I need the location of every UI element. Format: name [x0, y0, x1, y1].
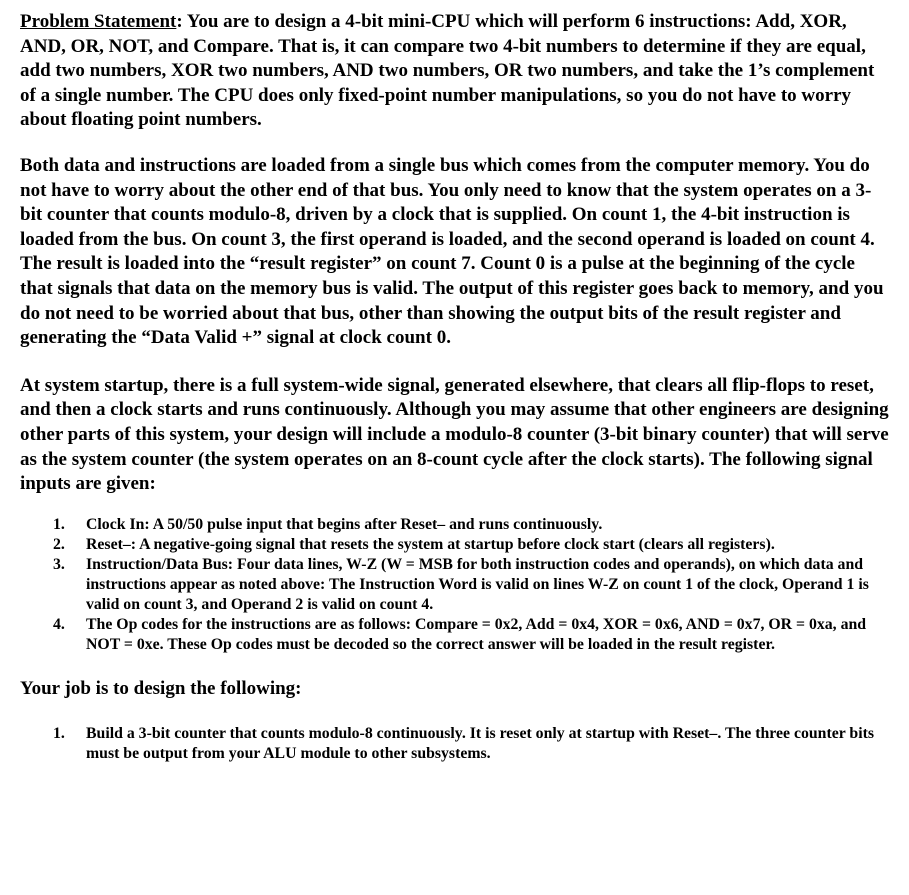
problem-statement-text: : You are to design a 4-bit mini-CPU which will perform 6 instructions: Add, XOR, AND, OR, NOT, and Compare. That is, it can compare two 4-bit numbers to determine if they are equal, add two numbers, XOR two numbers, AND two numbers, OR two numbers, and take the 1’s complement of a single number. The CPU does only fixed-point number manipulations, so you do not have to worry about floating point numbers. [20, 11, 875, 131]
tasks-list [20, 724, 892, 764]
job-heading: Your job is to design the following: [20, 677, 302, 699]
list-item-number: 3. [53, 555, 65, 573]
list-item [20, 515, 892, 535]
list-item-number: 4. [53, 615, 65, 633]
signal-inputs-list [20, 515, 892, 655]
problem-statement-paragraph [20, 10, 892, 133]
list-item [20, 555, 892, 615]
list-item [20, 724, 892, 764]
list-item-number: 2. [53, 535, 65, 553]
problem-statement-label: Problem Statement [20, 11, 177, 32]
list-item-number: 1. [53, 515, 65, 533]
list-item-text: Reset–: A negative-going signal that resets the system at startup before clock start (clears all registers). [86, 535, 775, 553]
startup-paragraph: At system startup, there is a full system-wide signal, generated elsewhere, that clears all flip-flops to reset, and then a clock starts and runs continuously. Although you may assume that other engineers are designing other parts of this system, your design will include a modulo-8 counter (3-bit binary counter) that will serve as the system counter (the system operates on an 8-count cycle after the clock starts). The following signal inputs are given: [20, 374, 889, 495]
list-item-text: Instruction/Data Bus: Four data lines, W-Z (W = MSB for both instruction codes and operands), on which data and instructions appear as noted above: The Instruction Word is valid on lines W-Z on count 1 of the clock, Operand 1 is valid on count 3, and Operand 2 is valid on count 4. [86, 555, 869, 613]
list-item [20, 535, 892, 555]
list-item [20, 615, 892, 655]
bus-description-paragraph: Both data and instructions are loaded from a single bus which comes from the computer memory. You do not have to worry about the other end of that bus. You only need to know that the system operates on a 3-bit counter that counts modulo-8, driven by a clock that is supplied. On count 1, the 4-bit instruction is loaded from the bus. On count 3, the first operand is loaded, and the second operand is loaded on count 4. The result is loaded into the “result register” on count 7. Count 0 is a pulse at the beginning of the cycle that signals that data on the memory bus is valid. The output of this register goes back to memory, and you do not need to be worried about that bus, other than showing the output bits of the result register and generating the “Data Valid +” signal at clock count 0. [20, 154, 884, 349]
list-item-text: Clock In: A 50/50 pulse input that begins after Reset– and runs continuously. [86, 515, 603, 533]
list-item-text: Build a 3-bit counter that counts modulo-8 continuously. It is reset only at startup with Reset–. The three counter bits must be output from your ALU module to other subsystems. [86, 724, 874, 762]
document-page [20, 10, 892, 764]
list-item-text: The Op codes for the instructions are as follows: Compare = 0x2, Add = 0x4, XOR = 0x6, AND = 0x7, OR = 0xa, and NOT = 0xe. These Op codes must be decoded so the correct answer will be loaded in the result register. [86, 615, 867, 653]
list-item-number: 1. [53, 724, 65, 742]
